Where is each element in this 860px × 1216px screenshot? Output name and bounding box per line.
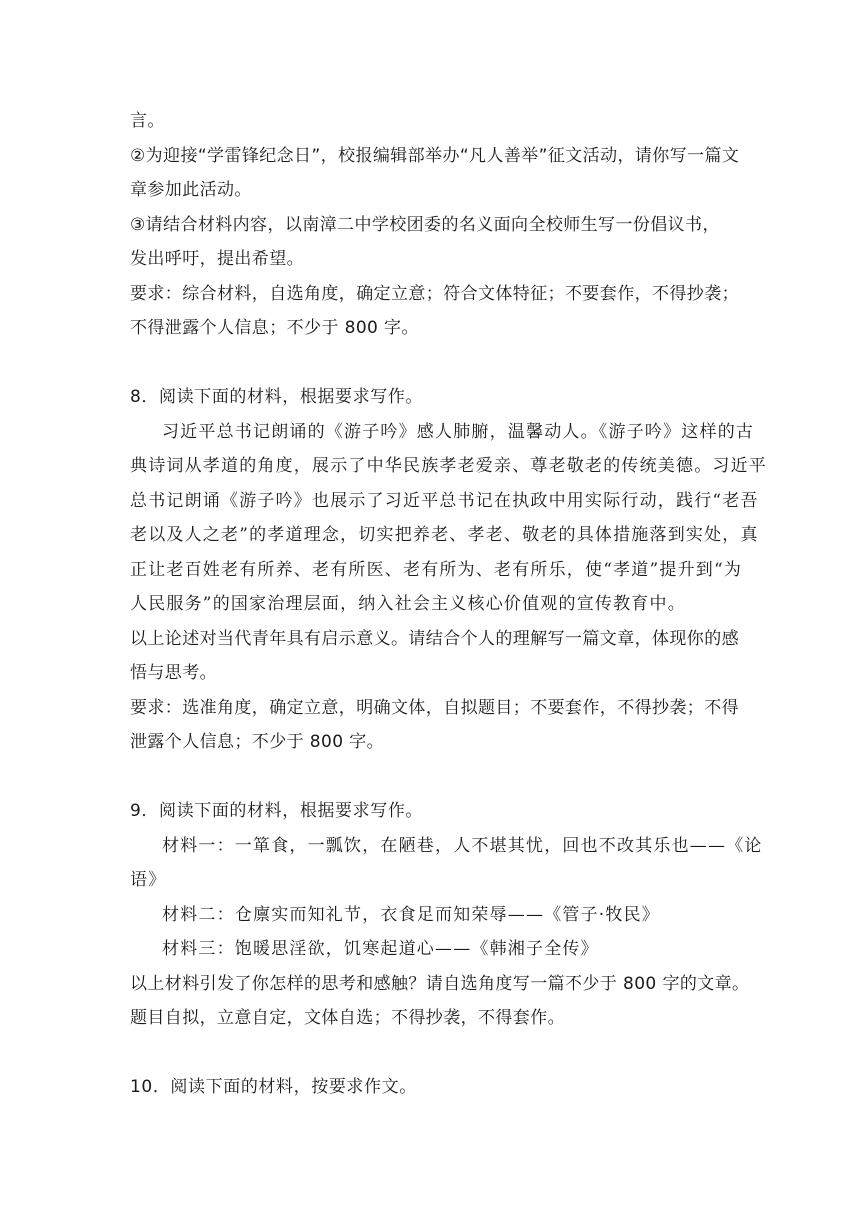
question-9-material-2: 材料二：仓廪实而知礼节，衣食足而知荣辱——《管子·牧民》 [162, 904, 661, 925]
question-9-material-3: 材料三：饱暖思淫欲，饥寒起道心——《韩湘子全传》 [162, 939, 599, 959]
question-8-prompt-line-1: 以上论述对当代青年具有启示意义。请结合个人的理解写一篇文章，体现你的感 [130, 628, 739, 649]
option-2-line-1: ②为迎接“学雷锋纪念日”，校报编辑部举办“凡人善举”征文活动，请你写一篇文 [130, 145, 740, 166]
spacer [130, 760, 736, 795]
option-3-line-2: 发出呼吁，提出希望。 [130, 249, 304, 269]
question-8-material-line-2: 典诗词从孝道的角度，展示了中华民族孝老爱亲、尊老敬老的传统美德。习近平 [130, 456, 767, 476]
question-9 [130, 794, 763, 1036]
requirements-line-2: 不得泄露个人信息；不少于 800 字。 [130, 318, 419, 338]
question-10-title: 10．阅读下面的材料，按要求作文。 [130, 1077, 417, 1097]
question-8-material-line-1: 习近平总书记朗诵的《游子吟》感人肺腑，温馨动人。《游子吟》这样的古 [162, 421, 755, 442]
option-2-line-2: 章参加此活动。 [130, 180, 252, 200]
question-8-material-line-4: 老以及人之老”的孝道理念，切实把养老、孝老、敬老的具体措施落到实处，真 [130, 525, 759, 545]
question-9-prompt-line-1: 以上材料引发了你怎样的思考和感触？请自选角度写一篇不少于 800 字的文章。 [130, 973, 750, 994]
question-8-title: 8．阅读下面的材料，根据要求写作。 [130, 387, 424, 407]
spacer [130, 1036, 736, 1071]
question-10 [130, 1070, 736, 1105]
question-9-prompt-line-2: 题目自拟，立意自定，文体自选；不得抄袭，不得套作。 [130, 1008, 565, 1028]
question-8-material-line-5: 正让老百姓老有所养、老有所医、老有所为、老有所乐，使“孝道”提升到“为 [130, 559, 743, 580]
spacer [130, 346, 736, 381]
option-3-line-1: ③请结合材料内容，以南漳二中学校团委的名义面向全校师生写一份倡议书， [130, 214, 720, 235]
requirements-line-1: 要求：综合材料，自选角度，确定立意；符合文体特征；不要套作，不得抄袭； [130, 283, 739, 304]
question-8-prompt-line-2: 悟与思考。 [130, 663, 217, 683]
question-9-material-1-line-2: 语》 [130, 870, 167, 890]
question-8-requirements-line-1: 要求：选准角度，确定立意，明确文体，自拟题目；不要套作，不得抄袭；不得 [130, 697, 739, 718]
question-9-title: 9．阅读下面的材料，根据要求写作。 [130, 801, 424, 821]
question-8 [130, 380, 767, 760]
question-8-material-line-3: 总书记朗诵《游子吟》也展示了习近平总书记在执政中用实际行动，践行“老吾 [130, 490, 759, 511]
document-page [130, 104, 767, 1105]
previous-question-tail [130, 104, 740, 346]
text-line: 言。 [130, 111, 165, 131]
question-8-requirements-line-2: 泄露个人信息；不少于 800 字。 [130, 732, 385, 752]
question-9-material-1-line-1: 材料一：一箪食，一瓢饮，在陋巷，人不堪其忧，回也不改其乐也——《论 [162, 835, 763, 856]
question-8-material-line-6: 人民服务”的国家治理层面，纳入社会主义核心价值观的宣传教育中。 [130, 594, 686, 614]
